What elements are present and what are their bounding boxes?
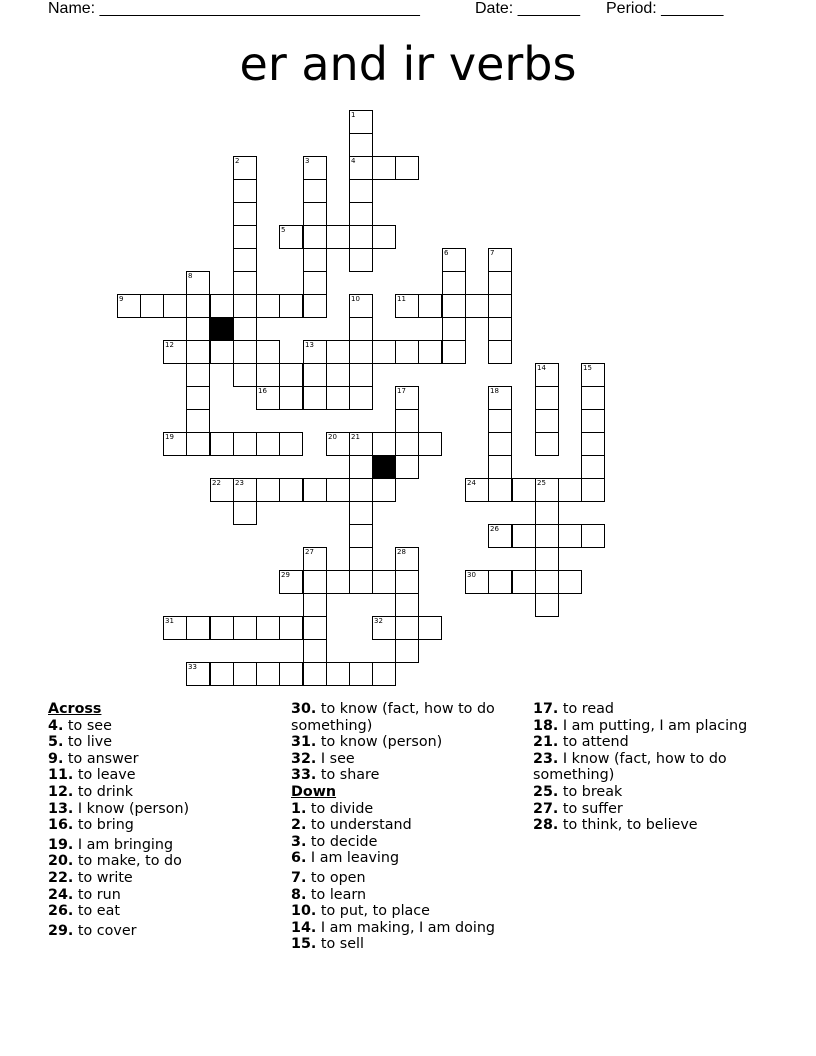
clue-item — [291, 701, 523, 734]
clue-number: 18 — [490, 387, 499, 395]
clue-number: 33 — [188, 663, 197, 671]
grid-cell[interactable] — [372, 225, 396, 249]
grid-cell[interactable] — [349, 455, 373, 479]
clue-item — [291, 751, 523, 768]
across-clue-list — [48, 718, 278, 940]
grid-cell[interactable] — [488, 294, 512, 318]
grid-cell[interactable] — [442, 271, 466, 295]
grid-cell[interactable] — [395, 409, 419, 433]
clue-number: 25 — [537, 479, 546, 487]
clue-item-text: I am putting, I am placing — [558, 717, 748, 734]
grid-cell[interactable] — [488, 455, 512, 479]
grid-cell[interactable] — [349, 570, 373, 594]
clue-item — [48, 853, 278, 870]
grid-cell[interactable] — [512, 570, 536, 594]
clue-item — [291, 767, 523, 784]
clue-item — [291, 870, 523, 887]
clue-item-text: I am making, I am doing — [316, 919, 495, 936]
grid-cell[interactable] — [303, 639, 327, 663]
grid-cell[interactable] — [372, 340, 396, 364]
clue-item-text: to open — [306, 869, 366, 886]
clue-item — [533, 801, 773, 818]
clue-item-number: 6. — [291, 850, 307, 867]
clue-item-number: 32. — [291, 750, 317, 767]
grid-cell[interactable] — [535, 570, 559, 594]
clue-item — [291, 850, 523, 867]
grid-cell[interactable] — [395, 455, 419, 479]
clue-item-number: 2. — [291, 817, 307, 834]
clue-item-text: to attend — [558, 734, 629, 751]
grid-cell[interactable] — [186, 386, 210, 410]
clue-item-number: 19. — [48, 836, 74, 853]
clue-item-text: to drink — [73, 783, 134, 800]
grid-cell[interactable] — [512, 524, 536, 548]
grid-cell[interactable] — [535, 547, 559, 571]
grid-cell[interactable] — [442, 294, 466, 318]
grid-cell[interactable] — [535, 432, 559, 456]
clue-item-number: 13. — [48, 800, 74, 817]
clue-item-text: to sell — [316, 936, 364, 953]
clue-number: 20 — [328, 433, 337, 441]
grid-cell[interactable] — [581, 409, 605, 433]
clue-number: 1 — [351, 111, 356, 119]
clue-item — [48, 734, 278, 751]
clue-item — [533, 751, 773, 784]
grid-cell[interactable] — [186, 409, 210, 433]
grid-cell[interactable] — [256, 478, 280, 502]
grid-cell[interactable] — [186, 363, 210, 387]
clue-item-text: to answer — [63, 750, 139, 767]
clue-item — [48, 870, 278, 887]
grid-cell[interactable] — [558, 478, 582, 502]
clues-column-3 — [533, 701, 773, 834]
clue-item-number: 4. — [48, 717, 64, 734]
clue-item — [48, 767, 278, 784]
black-cell — [372, 455, 396, 479]
clue-item-number: 30. — [291, 701, 317, 717]
clue-item-number: 28. — [533, 817, 559, 834]
grid-cell[interactable] — [303, 386, 327, 410]
clue-number: 23 — [235, 479, 244, 487]
grid-cell[interactable] — [535, 524, 559, 548]
grid-cell[interactable] — [233, 363, 257, 387]
grid-cell[interactable] — [349, 363, 373, 387]
grid-cell[interactable] — [349, 340, 373, 364]
clue-item-number: 9. — [48, 750, 64, 767]
grid-cell[interactable] — [349, 179, 373, 203]
grid-cell[interactable] — [233, 248, 257, 272]
clue-number: 12 — [165, 341, 174, 349]
grid-cell[interactable] — [395, 570, 419, 594]
clue-item-text: to know (fact, how to do something) — [291, 701, 495, 734]
clue-number: 6 — [444, 249, 449, 257]
grid-cell[interactable] — [326, 363, 350, 387]
grid-cell[interactable] — [418, 616, 442, 640]
grid-cell[interactable] — [233, 340, 257, 364]
grid-cell[interactable] — [372, 662, 396, 686]
grid-cell[interactable] — [349, 248, 373, 272]
clue-number: 7 — [490, 249, 495, 257]
grid-cell[interactable] — [303, 478, 327, 502]
grid-cell[interactable] — [279, 294, 303, 318]
clue-item-text: to see — [63, 717, 112, 734]
grid-cell[interactable] — [303, 248, 327, 272]
down-clue-list-continued — [533, 701, 773, 834]
clue-item — [291, 801, 523, 818]
clue-item-number: 23. — [533, 750, 559, 767]
name-field[interactable]: Name: ____________________________________ — [48, 0, 420, 17]
clue-item-number: 16. — [48, 817, 74, 834]
clue-number: 2 — [235, 157, 240, 165]
grid-cell[interactable] — [210, 662, 234, 686]
clue-item-number: 15. — [291, 936, 317, 953]
clue-number: 27 — [305, 548, 314, 556]
grid-cell[interactable] — [186, 294, 210, 318]
clue-item-number: 18. — [533, 717, 559, 734]
grid-cell[interactable] — [581, 455, 605, 479]
grid-cell[interactable] — [303, 202, 327, 226]
grid-cell[interactable] — [279, 386, 303, 410]
clue-item-text: to write — [73, 869, 133, 886]
grid-cell[interactable] — [210, 616, 234, 640]
clue-item — [533, 718, 773, 735]
clue-item-text: to understand — [306, 817, 412, 834]
grid-cell[interactable] — [488, 570, 512, 594]
grid-cell[interactable] — [256, 432, 280, 456]
clue-item-text: to know (person) — [316, 734, 443, 751]
grid-cell[interactable] — [349, 524, 373, 548]
grid-cell[interactable] — [488, 409, 512, 433]
grid-cell[interactable] — [395, 593, 419, 617]
across-heading: Across — [48, 701, 102, 717]
grid-cell[interactable] — [233, 501, 257, 525]
grid-cell[interactable] — [256, 363, 280, 387]
grid-cell[interactable] — [442, 317, 466, 341]
clue-item-number: 12. — [48, 783, 74, 800]
clue-item — [48, 923, 278, 940]
clue-item — [291, 887, 523, 904]
down-heading: Down — [291, 783, 337, 800]
grid-cell[interactable] — [465, 294, 489, 318]
grid-cell[interactable] — [233, 294, 257, 318]
grid-cell[interactable] — [535, 593, 559, 617]
grid-cell[interactable] — [303, 363, 327, 387]
clue-item — [48, 718, 278, 735]
period-field[interactable]: Period: _______ — [606, 0, 724, 17]
clue-number: 30 — [467, 571, 476, 579]
clue-item-number: 3. — [291, 833, 307, 850]
clue-item-text: to break — [558, 783, 623, 800]
grid-cell[interactable] — [233, 225, 257, 249]
grid-cell[interactable] — [186, 317, 210, 341]
clue-number: 26 — [490, 525, 499, 533]
clue-item-number: 11. — [48, 767, 74, 784]
clue-item-text: to read — [558, 701, 614, 717]
clue-item-number: 27. — [533, 800, 559, 817]
clues-column-1 — [48, 701, 278, 939]
grid-cell[interactable] — [233, 202, 257, 226]
clue-number: 9 — [119, 295, 124, 303]
clue-item-number: 21. — [533, 734, 559, 751]
clue-item-number: 26. — [48, 903, 74, 920]
down-clue-list — [291, 801, 523, 953]
clue-item — [48, 903, 278, 920]
grid-cell[interactable] — [488, 340, 512, 364]
grid-cell[interactable] — [233, 271, 257, 295]
clue-item — [291, 734, 523, 751]
grid-cell[interactable] — [279, 662, 303, 686]
clue-item — [291, 936, 523, 953]
clue-item-number: 22. — [48, 869, 74, 886]
clue-item-number: 25. — [533, 783, 559, 800]
grid-cell[interactable] — [326, 340, 350, 364]
grid-cell[interactable] — [535, 501, 559, 525]
grid-cell[interactable] — [326, 386, 350, 410]
clue-item-text: to think, to believe — [558, 817, 698, 834]
grid-cell[interactable] — [418, 432, 442, 456]
clue-item-text: I am leaving — [306, 850, 400, 867]
grid-cell[interactable] — [488, 317, 512, 341]
grid-cell[interactable] — [279, 478, 303, 502]
grid-cell[interactable] — [535, 409, 559, 433]
clue-number: 32 — [374, 617, 383, 625]
clue-number: 13 — [305, 341, 314, 349]
across-clue-list-continued — [291, 701, 523, 784]
grid-cell[interactable] — [372, 570, 396, 594]
grid-cell[interactable] — [303, 271, 327, 295]
grid-cell[interactable] — [140, 294, 164, 318]
clue-item-text: to decide — [306, 833, 378, 850]
clue-item-number: 1. — [291, 800, 307, 817]
grid-cell[interactable] — [395, 616, 419, 640]
grid-cell[interactable] — [303, 593, 327, 617]
clue-item — [48, 751, 278, 768]
clue-number: 22 — [212, 479, 221, 487]
clue-number: 17 — [397, 387, 406, 395]
clue-item — [48, 817, 278, 834]
clue-item-number: 8. — [291, 886, 307, 903]
clue-item — [533, 701, 773, 718]
clue-item-text: to share — [316, 767, 380, 784]
clue-item — [291, 920, 523, 937]
grid-cell[interactable] — [256, 662, 280, 686]
grid-cell[interactable] — [303, 570, 327, 594]
clue-number: 4 — [351, 157, 356, 165]
clue-item — [48, 784, 278, 801]
grid-cell[interactable] — [303, 179, 327, 203]
grid-cell[interactable] — [279, 616, 303, 640]
clue-item — [533, 784, 773, 801]
grid-cell[interactable] — [163, 294, 187, 318]
grid-cell[interactable] — [349, 133, 373, 157]
clue-item-number: 31. — [291, 734, 317, 751]
grid-cell[interactable] — [326, 662, 350, 686]
grid-cell[interactable] — [186, 616, 210, 640]
grid-cell[interactable] — [349, 202, 373, 226]
grid-cell[interactable] — [395, 639, 419, 663]
grid-cell[interactable] — [279, 432, 303, 456]
grid-cell[interactable] — [303, 225, 327, 249]
clue-item — [48, 837, 278, 854]
grid-cell[interactable] — [581, 524, 605, 548]
clues-column-2 — [291, 701, 523, 953]
clue-item — [291, 834, 523, 851]
grid-cell[interactable] — [210, 432, 234, 456]
clue-number: 3 — [305, 157, 310, 165]
grid-cell[interactable] — [279, 363, 303, 387]
clue-item-number: 5. — [48, 734, 64, 751]
clue-number: 28 — [397, 548, 406, 556]
clue-item — [48, 801, 278, 818]
clue-item-number: 24. — [48, 886, 74, 903]
clue-item-text: I know (fact, how to do something) — [533, 750, 727, 784]
black-cell — [210, 317, 234, 341]
clue-number: 31 — [165, 617, 174, 625]
grid-cell[interactable] — [233, 432, 257, 456]
grid-cell[interactable] — [418, 294, 442, 318]
clue-number: 5 — [281, 226, 286, 234]
grid-cell[interactable] — [256, 340, 280, 364]
clue-item-text: I know (person) — [73, 800, 190, 817]
grid-cell[interactable] — [442, 340, 466, 364]
grid-cell[interactable] — [558, 524, 582, 548]
grid-cell[interactable] — [186, 432, 210, 456]
clue-item — [291, 817, 523, 834]
grid-cell[interactable] — [395, 340, 419, 364]
grid-cell[interactable] — [372, 478, 396, 502]
clue-number: 24 — [467, 479, 476, 487]
clue-item-number: 29. — [48, 922, 74, 939]
grid-cell[interactable] — [488, 271, 512, 295]
clue-item-text: to cover — [73, 922, 137, 939]
clue-item — [533, 817, 773, 834]
grid-cell[interactable] — [210, 294, 234, 318]
grid-cell[interactable] — [372, 156, 396, 180]
clue-item-text: to make, to do — [73, 853, 182, 870]
clue-number: 8 — [188, 272, 193, 280]
grid-cell[interactable] — [326, 478, 350, 502]
grid-cell[interactable] — [535, 386, 559, 410]
grid-cell[interactable] — [349, 225, 373, 249]
grid-cell[interactable] — [581, 386, 605, 410]
clue-item-text: to live — [63, 734, 113, 751]
grid-cell[interactable] — [186, 340, 210, 364]
clue-number: 19 — [165, 433, 174, 441]
clue-number: 29 — [281, 571, 290, 579]
grid-cell[interactable] — [233, 179, 257, 203]
clue-item-text: to put, to place — [316, 903, 430, 920]
clue-number: 10 — [351, 295, 360, 303]
grid-cell[interactable] — [349, 317, 373, 341]
clue-number: 21 — [351, 433, 360, 441]
clue-number: 14 — [537, 364, 546, 372]
clue-number: 15 — [583, 364, 592, 372]
grid-cell[interactable] — [256, 616, 280, 640]
grid-cell[interactable] — [581, 432, 605, 456]
grid-cell[interactable] — [395, 156, 419, 180]
grid-cell[interactable] — [418, 340, 442, 364]
grid-cell[interactable] — [326, 570, 350, 594]
clue-item-text: to eat — [73, 903, 120, 920]
grid-cell[interactable] — [349, 547, 373, 571]
clue-item-number: 7. — [291, 869, 307, 886]
clue-item-text: to learn — [306, 886, 367, 903]
clue-number: 16 — [258, 387, 267, 395]
clue-item-number: 17. — [533, 701, 559, 717]
grid-cell[interactable] — [233, 616, 257, 640]
clue-item-text: to leave — [73, 767, 136, 784]
clue-item-text: to divide — [306, 800, 374, 817]
grid-cell[interactable] — [349, 386, 373, 410]
grid-cell[interactable] — [512, 478, 536, 502]
grid-cell[interactable] — [581, 478, 605, 502]
grid-cell[interactable] — [233, 317, 257, 341]
clue-item — [533, 734, 773, 751]
grid-cell[interactable] — [233, 662, 257, 686]
clue-item — [48, 887, 278, 904]
grid-cell[interactable] — [303, 616, 327, 640]
clue-item-number: 10. — [291, 903, 317, 920]
grid-cell[interactable] — [303, 294, 327, 318]
grid-cell[interactable] — [395, 432, 419, 456]
grid-cell[interactable] — [210, 340, 234, 364]
clue-item-number: 20. — [48, 853, 74, 870]
grid-cell[interactable] — [349, 501, 373, 525]
grid-cell[interactable] — [349, 662, 373, 686]
clue-item-text: I am bringing — [73, 836, 174, 853]
clue-item-text: to bring — [73, 817, 134, 834]
clue-item-number: 33. — [291, 767, 317, 784]
date-field[interactable]: Date: _______ — [475, 0, 580, 17]
clue-item — [291, 903, 523, 920]
grid-cell[interactable] — [326, 225, 350, 249]
grid-cell[interactable] — [303, 662, 327, 686]
grid-cell[interactable] — [488, 478, 512, 502]
clue-number: 11 — [397, 295, 406, 303]
grid-cell[interactable] — [488, 432, 512, 456]
clue-item-text: to suffer — [558, 800, 623, 817]
grid-cell[interactable] — [372, 432, 396, 456]
clue-item-text: I see — [316, 750, 355, 767]
clue-item-text: to run — [73, 886, 121, 903]
grid-cell[interactable] — [349, 478, 373, 502]
grid-cell[interactable] — [558, 570, 582, 594]
grid-cell[interactable] — [256, 294, 280, 318]
clue-item-number: 14. — [291, 919, 317, 936]
page-title: er and ir verbs — [239, 37, 577, 91]
